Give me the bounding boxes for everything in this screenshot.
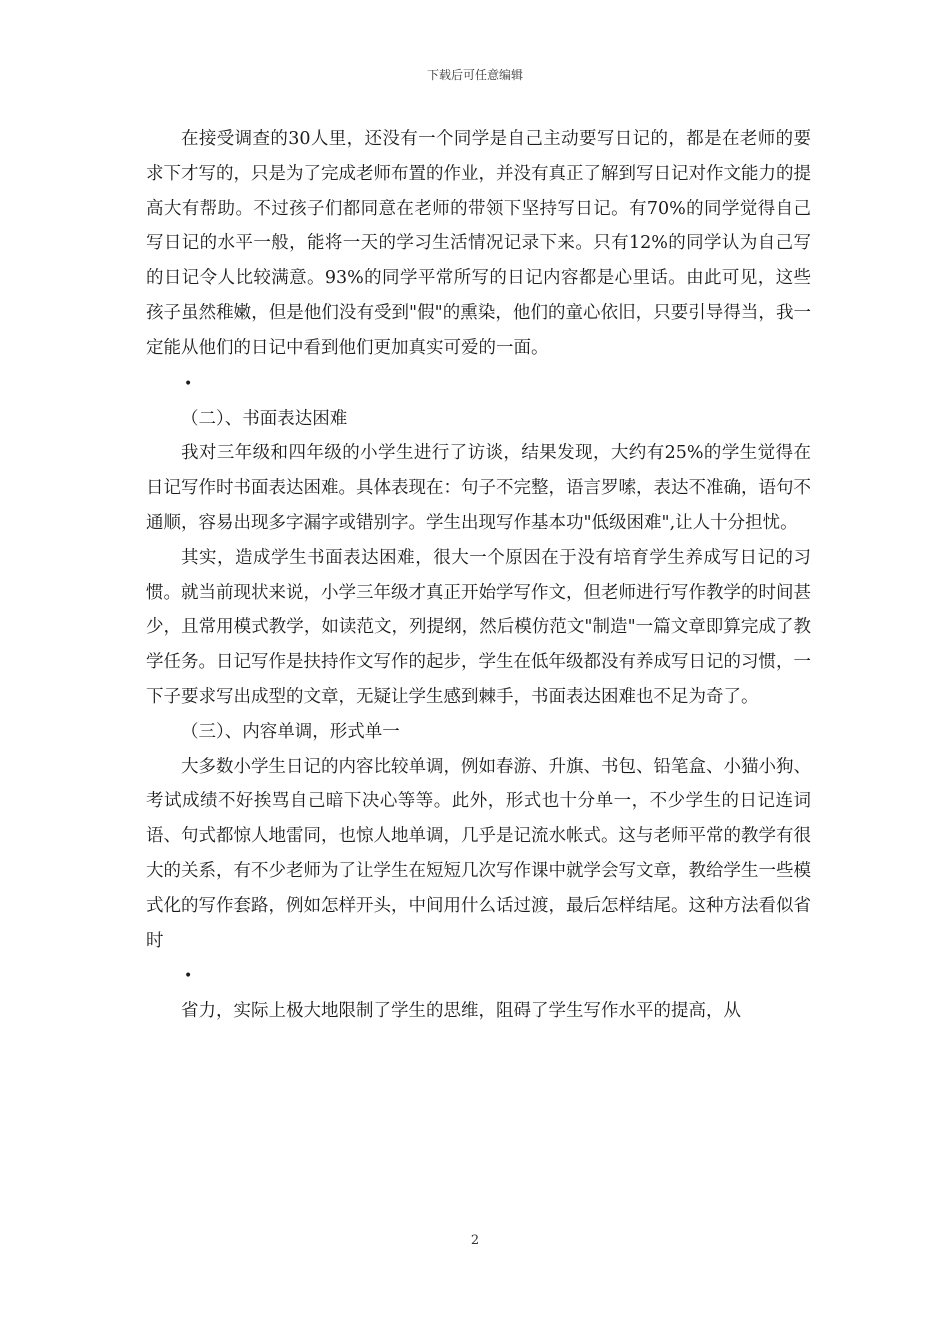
paragraph-continuation: 省力，实际上极大地限制了学生的思维，阻碍了学生写作水平的提高，从: [181, 1001, 741, 1022]
paragraph-cause: 其实，造成学生书面表达困难，很大一个原因在于没有培育学生养成写日记的习惯。就当前现状来说，小学三年级才真正开始学写作文，但老师进行写作教学的时间甚少，且常用模式教学，如读范文，列提纲，然后模仿范文"制造"一篇文章即算完成了教学任务。日记写作是扶持作文写作的起步，学生在低年级都没有养成写日记的习惯，一下子要求写出成型的文章，无疑让学生感到棘手，书面表达困难也不足为奇了。: [146, 547, 811, 707]
section-heading-3: （三）、内容单调，形式单一: [181, 721, 400, 742]
page-header: 下载后可任意编辑: [426, 68, 523, 82]
paragraph-survey-results: 在接受调查的30人里，还没有一个同学是自己主动要写日记的，都是在老师的要求下才写的，只是为了完成老师布置的作业，并没有真正了解到写日记对作文能力的提高大有帮助。不过孩子们都同意在老师的带领下坚持写日记。有70%的同学觉得自己写日记的水平一般，能将一天的学习生活情况记录下来。只有12%的同学认为自己写的日记令人比较满意。93%的同学平常所写的日记内容都是心里话。由此可见，这些孩子虽然稚嫩，但是他们没有受到"假"的熏染，他们的童心依旧，只要引导得当，我一定能从他们的日记中看到他们更加真实可爱的一面。: [146, 129, 811, 358]
page-number: 2: [470, 1233, 480, 1248]
bullet-separator: •: [184, 968, 193, 985]
bullet-separator: •: [184, 375, 193, 392]
paragraph-content-monotony: 大多数小学生日记的内容比较单调，例如春游、升旗、书包、铅笔盒、小猫小狗、考试成绩不好挨骂自己暗下决心等等。此外，形式也十分单一，不少学生的日记连词语、句式都惊人地雷同，也惊人地单调，几乎是记流水帐式。这与老师平常的教学有很大的关系，有不少老师为了让学生在短短几次写作课中就学会写文章，教给学生一些模式化的写作套路，例如怎样开头，中间用什么话过渡，最后怎样结尾。这种方法看似省时: [146, 756, 811, 951]
document-body: [146, 122, 811, 1029]
paragraph-interview: 我对三年级和四年级的小学生进行了访谈，结果发现，大约有25%的学生觉得在日记写作时书面表达困难。具体表现在：句子不完整，语言罗嗦，表达不准确，语句不通顺，容易出现多字漏字或错别字。学生出现写作基本功"低级困难",让人十分担忧。: [146, 443, 811, 533]
section-heading-2: （二）、书面表达困难: [181, 408, 348, 429]
